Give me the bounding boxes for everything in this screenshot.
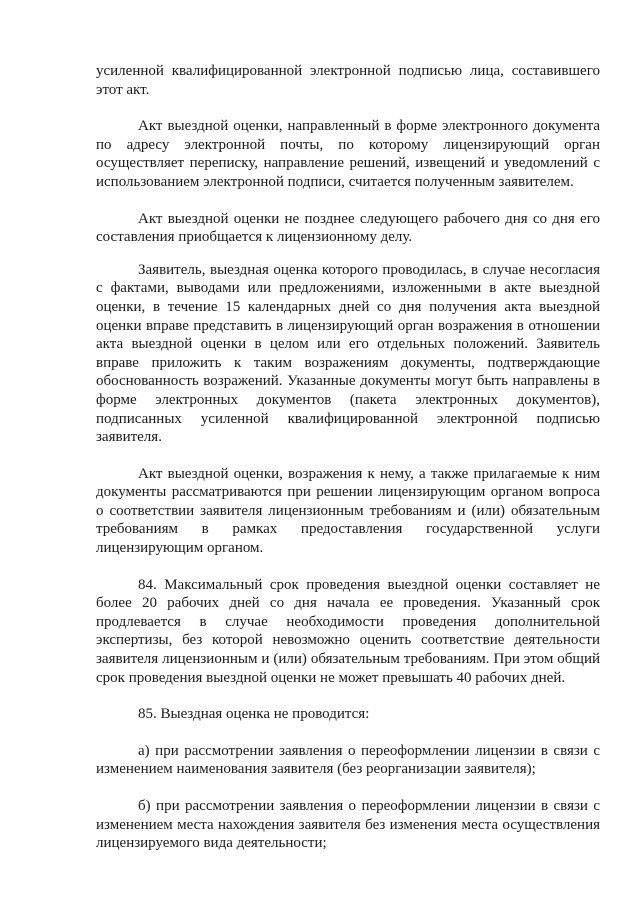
paragraph-objections: Заявитель, выездная оценка которого проводилась, в случае несогласия с фактами, выводами или предложениями, изложенными в акте выездной оценки, в течение 15 календарных дней со дня получения акта выездной оценки вправе представить в лицензирующий орган возражения в отношении акта выездной оценки в целом или его отдельных положений. Заявитель вправе приложить к таким возражениям документы, подтверждающие обоснованность возражений. Указанные документы могут быть направлены в форме электронных документов (пакета электронных документов), подписанных усиленной квалифицированной электронной подписью заявителя. <box>96 261 600 446</box>
paragraph-act-filing: Акт выездной оценки не позднее следующего рабочего дня со дня его составления приобщается к лицензионному делу. <box>96 210 600 246</box>
paragraph-item-85: 85. Выездная оценка не проводится: <box>138 706 370 723</box>
paragraph-item-85-b: б) при рассмотрении заявления о переоформлении лицензии в связи с изменением места нахождения заявителя без изменения места осуществления лицензируемого вида деятельности; <box>96 798 600 852</box>
paragraph-item-85-a: а) при рассмотрении заявления о переоформлении лицензии в связи с изменением наименования заявителя (без реорганизации заявителя); <box>96 742 600 778</box>
paragraph-item-84: 84. Максимальный срок проведения выездной оценки составляет не более 20 рабочих дней со дня начала ее проведения. Указанный срок продлевается в случае необходимости проведения дополнительной экспертизы, без которой невозможно оценить соответствие деятельности заявителя лицензионным и (или) обязательным требованиям. При этом общий срок проведения выездной оценки не может превышать 40 рабочих дней. <box>96 576 600 686</box>
paragraph-continuation: усиленной квалифицированной электронной подписью лица, составившего этот акт. <box>96 63 600 98</box>
paragraph-act-delivery: Акт выездной оценки, направленный в форме электронного документа по адресу электронной почты, по которому лицензирующий орган осуществляет переписку, направление решений, извещений и уведомлений с использованием электронной подписи, считается полученным заявителем. <box>96 118 600 190</box>
paragraph-consideration: Акт выездной оценки, возражения к нему, а также прилагаемые к ним документы рассматриваются при решении лицензирующим органом вопроса о соответствии заявителя лицензионным требованиям и (или) обязательным требованиям в рамках предоставления государственной услуги лицензирующим органом. <box>96 465 600 557</box>
document-page <box>96 62 600 853</box>
